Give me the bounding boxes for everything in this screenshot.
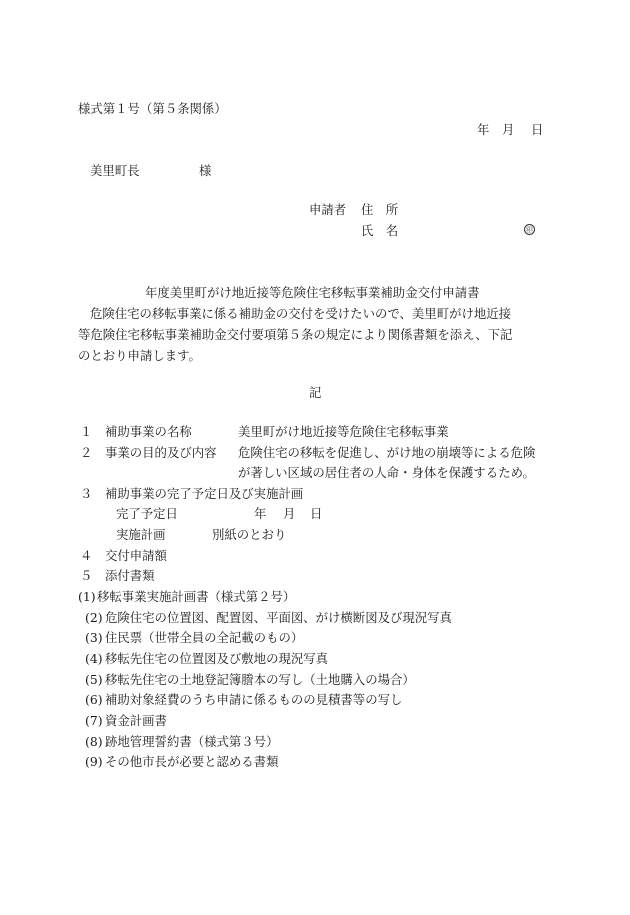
attachment-number: (4) (85, 651, 103, 666)
item-number: ４ (80, 548, 93, 563)
completion-date-label: 完了予定日 (116, 506, 178, 521)
addressee-name: 美里町長 (90, 163, 140, 178)
attachment-number: (1) (78, 589, 96, 604)
attachment-text: 移転先住宅の位置図及び敷地の現況写真 (105, 651, 329, 666)
attachment-number: (5) (85, 672, 103, 687)
attachment-number: (7) (85, 713, 103, 728)
form-label: 様式第１号（第５条関係） (78, 101, 227, 116)
name-label: 氏 名 (361, 223, 399, 238)
plan-value: 別紙のとおり (212, 527, 287, 542)
completion-year: 年 (254, 506, 267, 521)
attachment-text: その他市長が必要と認める書類 (105, 754, 279, 769)
attachment-text: 跡地管理誓約書（様式第３号） (105, 734, 279, 749)
seal-icon: ㊞ (526, 226, 533, 234)
item-value: 美里町がけ地近接等危険住宅移転事業 (238, 424, 449, 439)
attachment-number: (8) (85, 734, 103, 749)
document-title: 年度美里町がけ地近接等危険住宅移転事業補助金交付申請書 (145, 285, 480, 300)
item-number: ２ (80, 445, 93, 460)
item-number: １ (80, 424, 93, 439)
item-value: が著しい区域の居住者の人命・身体を保護するため。 (238, 465, 535, 480)
plan-label: 実施計画 (116, 527, 166, 542)
item-label: 補助事業の名称 (105, 424, 192, 439)
attachment-text: 補助対象経費のうち申請に係るものの見積書等の写し (105, 692, 403, 707)
attachment-text: 資金計画書 (105, 713, 167, 728)
item-value: 危険住宅の移転を促進し、がけ地の崩壊等による危険 (238, 445, 536, 460)
completion-month: 月 (283, 506, 296, 521)
item-number: ５ (80, 568, 93, 583)
item-number: ３ (80, 486, 93, 501)
addressee-honorific: 様 (199, 163, 212, 178)
body-line: 等危険住宅移転事業補助金交付要項第５条の規定により関係書類を添え、下記 (78, 327, 513, 342)
address-label: 住 所 (361, 202, 399, 217)
attachment-text: 住民票（世帯全員の全記載のもの） (105, 630, 304, 645)
body-line: のとおり申請します。 (78, 348, 201, 363)
attachment-text: 移転先住宅の土地登記簿謄本の写し（土地購入の場合） (105, 672, 415, 687)
attachment-text: 危険住宅の位置図、配置図、平面図、がけ横断図及び現況写真 (105, 610, 452, 625)
attachment-number: (3) (85, 630, 103, 645)
body-line: 危険住宅の移転事業に係る補助金の交付を受けたいので、美里町がけ地近接 (90, 306, 512, 321)
date-day: 日 (531, 122, 544, 137)
date-month: 月 (502, 122, 515, 137)
applicant-label: 申請者 (309, 202, 347, 217)
attachment-number: (6) (85, 692, 103, 707)
completion-day: 日 (310, 506, 323, 521)
item-label: 補助事業の完了予定日及び実施計画 (105, 486, 304, 501)
attachment-number: (2) (85, 610, 103, 625)
attachment-number: (9) (85, 754, 103, 769)
item-label: 事業の目的及び内容 (105, 445, 217, 460)
item-label: 添付書類 (105, 568, 155, 583)
attachment-text: 移転事業実施計画書（様式第２号） (97, 589, 296, 604)
date-year: 年 (477, 122, 490, 137)
ki-heading: 記 (309, 385, 322, 400)
item-label: 交付申請額 (105, 548, 167, 563)
